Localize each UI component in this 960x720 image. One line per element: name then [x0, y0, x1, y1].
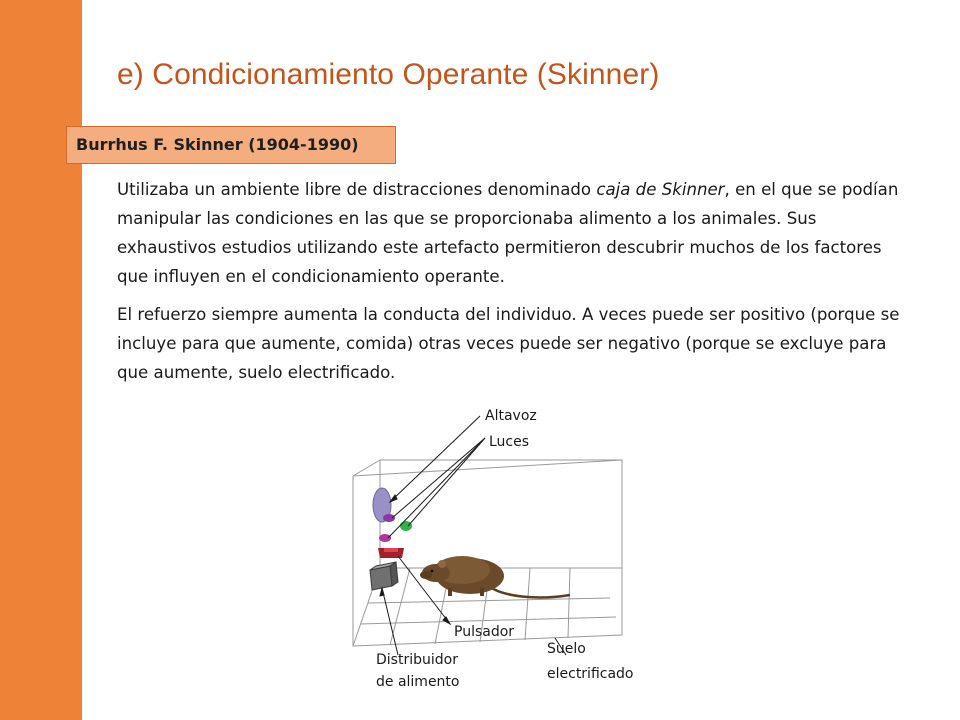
light-purple-icon [383, 514, 395, 522]
paragraph-skinner-box-start: Utilizaba un ambiente libre de distracciones denominado [117, 180, 597, 199]
label-distribuidor-line2: de alimento [376, 674, 460, 690]
paragraph-reinforcement: El refuerzo siempre aumenta la conducta del individuo. A veces puede ser positivo (porque se incluye para que aumente, comida) otras veces puede ser negativo (porque se excluye para que aumente, suelo electrificado. [117, 305, 900, 382]
skinner-name-box: Burrhus F. Skinner (1904-1990) [66, 126, 396, 164]
slide-title: e) Condicionamiento Operante (Skinner) [117, 58, 660, 91]
label-altavoz: Altavoz [485, 408, 537, 424]
caja-de-skinner-term: caja de Skinner [596, 180, 725, 199]
label-suelo-line2: electrificado [547, 666, 634, 682]
paragraph-skinner-box-end: , en el que se podían manipular las condiciones en las que se proporcionaba alimento a los animales. Sus exhaustivos estudios utilizando este artefacto permitieron descubrir muchos de los factores que influyen en el condicionamiento operante. [117, 180, 899, 286]
light-green-icon [400, 521, 412, 531]
light-magenta-icon [379, 534, 391, 542]
label-suelo-line1: Suelo [547, 641, 586, 657]
orange-sidebar [0, 0, 82, 720]
label-pulsador: Pulsador [454, 624, 515, 640]
food-dispenser-icon [370, 562, 398, 590]
rat-icon [420, 556, 570, 597]
paragraph-skinner-box [117, 175, 917, 291]
label-luces: Luces [489, 434, 530, 450]
lever-icon [378, 548, 404, 558]
skinner-box-illustration [340, 398, 640, 698]
label-distribuidor-line1: Distribuidor [376, 652, 458, 668]
